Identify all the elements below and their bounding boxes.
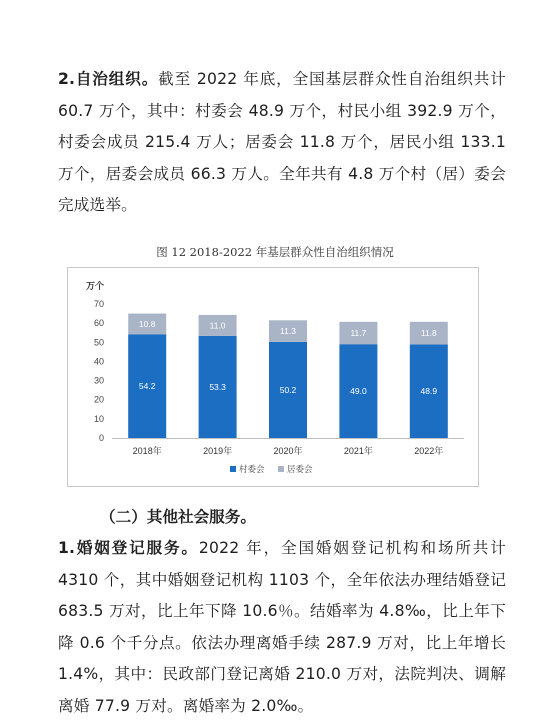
bar-data-label: 11.3	[280, 326, 296, 337]
y-tick-label: 40	[93, 356, 104, 367]
x-tick-label: 2021年	[343, 446, 373, 456]
legend-swatch	[230, 466, 236, 472]
paragraph-body: 2022 年，全国婚姻登记机构和场所共计 4310 个，其中婚姻登记机构 1103 个，全年依法办理结婚登记 683.5 万对，比上年下降 10.6％。结婚率为 4.8‰，比上年下降 0.6 个千分点。依法办理离婚手续 287.9 万对，比上年增长 1.4%，其中：民政部门登记离婚 210.0 万对，法院判决、调解离婚 77.9 万对。离婚率为 2.0‰。	[58, 539, 506, 715]
y-tick-label: 70	[93, 299, 104, 309]
y-tick-label: 20	[93, 394, 104, 405]
bar-data-label: 10.8	[138, 318, 156, 329]
bar-data-label: 48.9	[420, 386, 438, 397]
stacked-bar-chart	[68, 268, 480, 488]
x-tick-label: 2020年	[273, 446, 303, 456]
bar-data-label: 53.3	[209, 381, 226, 392]
y-tick-label: 60	[93, 318, 104, 329]
y-tick-label: 50	[93, 337, 104, 348]
bar-data-label: 50.2	[279, 384, 297, 395]
legend-label: 居委会	[287, 464, 313, 474]
y-tick-label: 30	[93, 375, 104, 386]
chart-frame	[67, 267, 479, 487]
x-tick-label: 2018年	[132, 446, 162, 456]
paragraph-body: 截至 2022 年底，全国基层群众性自治组织共计 60.7 万个，其中：村委会 48.9 万个，村民小组 392.9 万个，村委会成员 215.4 万人；居委会 11.8 万个，居民小组 133.1 万个，居委会成员 66.3 万人。全年共有 4.8 万个村（居）委会完成选举。	[58, 70, 506, 214]
paragraph-self-governance	[58, 64, 506, 222]
legend-label: 村委会	[239, 464, 265, 474]
section-heading: （二）其他社会服务。	[100, 508, 256, 526]
legend-swatch	[278, 466, 284, 472]
y-axis-unit-label: 万个	[86, 281, 105, 291]
bar-data-label: 11.0	[209, 320, 226, 331]
y-tick-label: 0	[98, 433, 104, 443]
paragraph-lead: 2.自治组织。	[58, 70, 159, 88]
x-tick-label: 2022年	[414, 446, 444, 456]
bar-data-label: 11.8	[420, 328, 437, 339]
paragraph-lead: 1.婚姻登记服务。	[58, 539, 199, 557]
x-tick-label: 2019年	[203, 446, 233, 456]
bar-data-label: 54.2	[138, 381, 156, 392]
figure-caption: 图 12 2018-2022 年基层群众性自治组织情况	[156, 245, 394, 259]
bar-data-label: 49.0	[350, 386, 367, 397]
paragraph-marriage-registration	[58, 533, 506, 722]
y-tick-label: 10	[93, 413, 104, 424]
bar-data-label: 11.7	[350, 328, 367, 339]
